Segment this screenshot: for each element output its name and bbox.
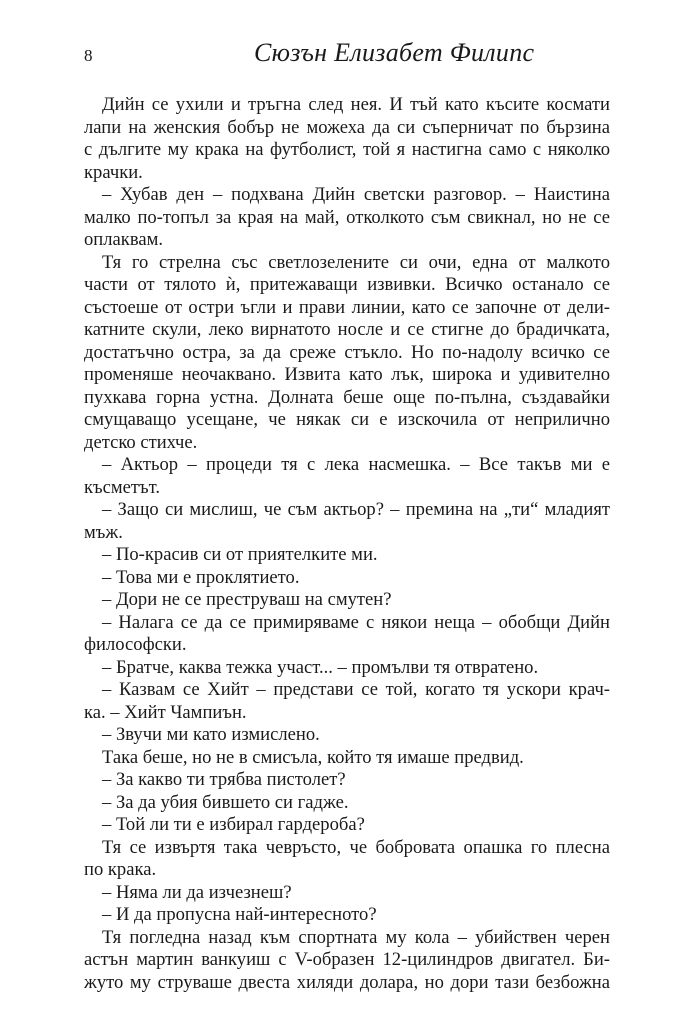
text-line: – Налага се да се примиряваме с някои неща – обобщи Дийн [102, 611, 610, 633]
text-line: – Актьор – процеди тя с лека насмешка. – Все такъв ми е [102, 454, 610, 475]
text-line: лапи на женския бобър не можеха да си съперничат по бързина [84, 116, 610, 138]
text-line: по крака. [84, 859, 157, 880]
text-line: философски. [84, 634, 187, 655]
text-line: Така беше, но не в смисъла, който тя имаше предвид. [102, 746, 524, 768]
text-line: достатъчно остра, за да среже стъкло. Но по-надолу всичко се [84, 341, 610, 363]
page-header [84, 38, 616, 72]
text-line: крачки. [84, 161, 143, 183]
text-line: – Дори не се преструваш на смутен? [102, 589, 392, 610]
text-line: променяше неочаквано. Извита като лък, широка и удивително [84, 364, 610, 385]
text-line: с дългите му крака на футболист, той я настигна само с няколко [84, 139, 610, 160]
body-text [84, 94, 610, 994]
text-line: – Няма ли да изчезнеш? [102, 881, 292, 903]
text-line: – По-красив си от приятелките ми. [102, 544, 378, 565]
text-line: Тя се извъртя така чевръсто, че бобровата опашка го плесна [102, 836, 610, 858]
text-line: Тя го стрелна със светлозелените си очи, една от малкото [102, 251, 610, 273]
text-line: жуто му струваше двеста хиляди долара, но дори тази безбожна [84, 971, 610, 993]
text-line: оплаквам. [84, 229, 164, 250]
text-line: – И да пропусна най-интересното? [102, 904, 377, 925]
text-line: пухкава горна устна. Долната беше още по-пълна, създавайки [84, 386, 610, 408]
text-line: Дийн се ухили и тръгна след нея. И тъй като късите космати [102, 94, 610, 115]
text-line: – За какво ти трябва пистолет? [102, 769, 346, 790]
text-line: мъж. [84, 521, 123, 543]
text-line: – Това ми е проклятието. [102, 566, 300, 588]
text-line: – За да убия бившето си гадже. [102, 791, 349, 813]
text-line: смущаващо усещане, че някак си е изскочила от неприлично [84, 409, 610, 430]
text-line: късметът. [84, 476, 161, 498]
text-line: състоеше от остри ъгли и прави линии, като се започне от дели- [84, 296, 610, 318]
text-line: – Хубав ден – подхвана Дийн светски разговор. – Наистина [102, 184, 610, 205]
text-line: – Защо си мислиш, че съм актьор? – премина на „ти“ младият [102, 499, 610, 520]
text-line: ка. – Хийт Чампиън. [84, 701, 247, 723]
text-line: – Казвам се Хийт – представи се той, когато тя ускори крач- [102, 679, 610, 700]
text-line: – Той ли ти е избирал гардероба? [102, 814, 365, 835]
running-head-author: Сюзън Елизабет Филипс [254, 38, 535, 67]
text-line: – Звучи ми като измислено. [102, 724, 320, 745]
text-line: Тя погледна назад към спортната му кола – убийствен черен [102, 926, 610, 948]
text-line: малко по-топъл за края на май, отколкото съм свикнал, но не се [84, 206, 610, 228]
text-line: – Братче, каква тежка участ... – промълви тя отвратено. [102, 656, 539, 678]
page-number: 8 [84, 46, 93, 65]
text-line: катните скули, леко вирнатото носле и се стигне до брадичката, [84, 319, 610, 340]
text-line: астън мартин ванкуиш с V-образен 12-цилиндров двигател. Би- [84, 949, 610, 970]
text-line: детско стихче. [84, 431, 198, 453]
text-line: части от тялото ѝ, притежаващи извивки. Всичко останало се [84, 274, 610, 295]
